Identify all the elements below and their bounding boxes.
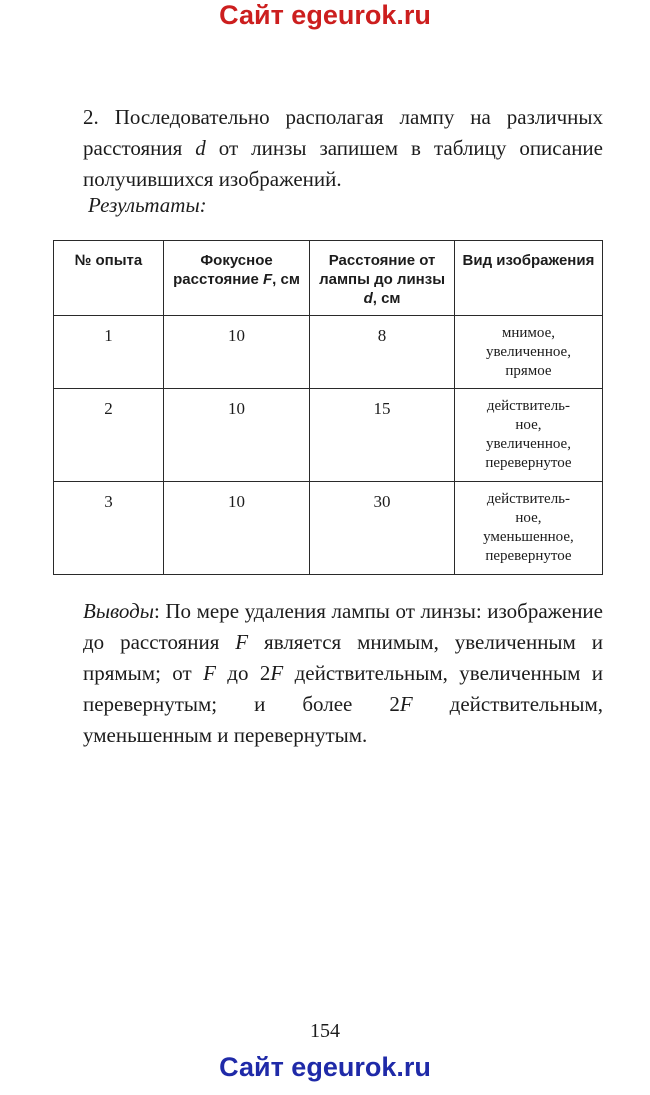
- cell-number: 2: [54, 389, 164, 482]
- intro-paragraph: 2. Последовательно располагая лампу на различных расстояния d от линзы запишем в таблицу описание получившихся изображений.: [83, 105, 603, 191]
- cell-focal: 10: [163, 389, 309, 482]
- header-image-type: Вид изображения: [454, 241, 602, 316]
- site-watermark-bottom: Сайт egeurok.ru: [219, 1052, 431, 1082]
- table-header-row: [54, 241, 603, 316]
- experiment-table: [53, 240, 603, 575]
- cell-focal: 10: [163, 316, 309, 389]
- header-focal-length: Фокусное расстояние F, см: [163, 241, 309, 316]
- cell-image-type: действитель- ное, уменьшенное, перевернутое: [454, 482, 602, 575]
- cell-distance: 15: [310, 389, 455, 482]
- header-lamp-distance: Расстояние от лампы до линзы d, см: [310, 241, 455, 316]
- site-watermark-top: Сайт egeurok.ru: [219, 0, 431, 30]
- cell-distance: 30: [310, 482, 455, 575]
- conclusion-lead: Выводы: [83, 599, 154, 623]
- header-experiment-number: № опыта: [54, 241, 164, 316]
- cell-image-type: действитель- ное, увеличенное, перевернутое: [454, 389, 602, 482]
- results-label: Результаты:: [88, 193, 207, 217]
- page-number: 154: [310, 1020, 340, 1042]
- cell-image-type: мнимое, увеличенное, прямое: [454, 316, 602, 389]
- cell-distance: 8: [310, 316, 455, 389]
- table-row: [54, 316, 603, 389]
- cell-focal: 10: [163, 482, 309, 575]
- table-row: [54, 482, 603, 575]
- cell-number: 3: [54, 482, 164, 575]
- table-row: [54, 389, 603, 482]
- conclusion-paragraph: Выводы: По мере удаления лампы от линзы: изображение до расстояния F является мнимым, увеличенным и прямым; от F до 2F действительным, увеличенным и перевернутым; и более 2F действительным, уменьшенным и перевернутым.: [83, 599, 604, 747]
- cell-number: 1: [54, 316, 164, 389]
